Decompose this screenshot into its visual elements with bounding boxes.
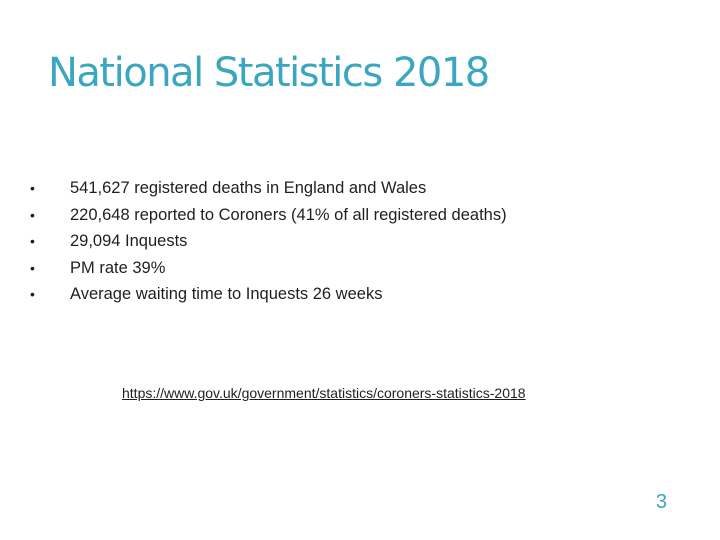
- bullet-icon: •: [30, 259, 35, 276]
- bullet-text: 541,627 registered deaths in England and Wales: [70, 179, 427, 197]
- source-link[interactable]: https://www.gov.uk/government/statistics/coroners-statistics-2018: [122, 385, 526, 401]
- bullet-icon: •: [30, 233, 35, 249]
- bullet-icon: •: [30, 206, 35, 223]
- bullet-text: PM rate 39%: [70, 258, 166, 277]
- page-number: 3: [655, 491, 667, 513]
- slide-title: National Statistics 2018: [48, 50, 489, 96]
- bullet-text: 220,648 reported to Coroners (41% of all registered deaths): [70, 205, 507, 224]
- bullet-text: 29,094 Inquests: [70, 232, 188, 250]
- bullet-icon: •: [30, 180, 35, 196]
- bullet-icon: •: [30, 286, 35, 302]
- bullet-text: Average waiting time to Inquests 26 weeks: [70, 285, 383, 303]
